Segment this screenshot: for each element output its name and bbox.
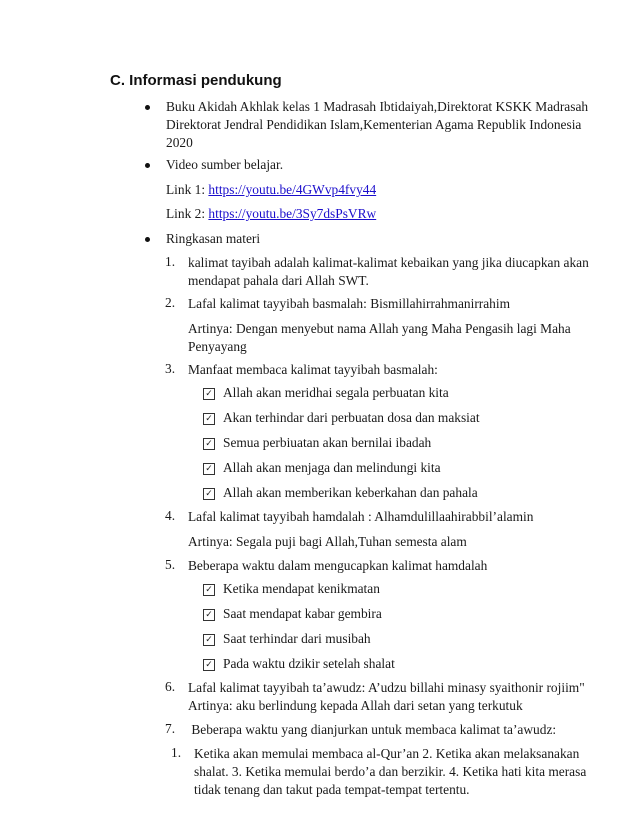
book-reference-line1: Buku Akidah Akhlak kelas 1 Madrasah Ibtidaiyah,Direktorat KSKK Madrasah [166, 99, 589, 114]
item2-line1: Lafal kalimat tayyibah basmalah: Bismillahirrahmanirrahim [188, 296, 511, 311]
checkbox-icon: ✓ [203, 609, 215, 621]
video-source-label: Video sumber belajar. [166, 157, 284, 172]
check-item: Allah akan menjaga dan melindungi kita [223, 460, 441, 475]
link2-label: Link 2: [166, 206, 209, 221]
item-number: 5. [165, 557, 176, 572]
item6-line2: Artinya: aku berlindung kepada Allah dari setan yang terkutuk [188, 698, 523, 713]
check-item: Allah akan meridhai segala perbuatan kita [223, 385, 449, 400]
subitem-line1: Ketika akan memulai membaca al-Qur’an 2. Ketika akan melaksanakan [194, 746, 580, 761]
check-item: Saat mendapat kabar gembira [223, 606, 382, 621]
check-item: Semua perbiuatan akan bernilai ibadah [223, 435, 432, 450]
item7-line1: Beberapa waktu yang dianjurkan untuk membaca kalimat ta’awudz: [188, 722, 557, 737]
link2-url[interactable]: https://youtu.be/3Sy7dsPsVRw [208, 206, 377, 221]
item-number: 2. [165, 295, 176, 310]
checkbox-icon: ✓ [203, 659, 215, 671]
item-number: 1. [165, 254, 176, 269]
subitem-line2: shalat. 3. Ketika memulai berdo’a dan berzikir. 4. Ketika hati kita merasa [194, 764, 587, 779]
section-heading: C. Informasi pendukung [110, 72, 282, 89]
item4-meaning: Artinya: Segala puji bagi Allah,Tuhan semesta alam [188, 534, 467, 549]
link1-label: Link 1: [166, 182, 209, 197]
checkbox-icon: ✓ [203, 388, 215, 400]
checkbox-icon: ✓ [203, 463, 215, 475]
check-item: Pada waktu dzikir setelah shalat [223, 656, 395, 671]
checkbox-icon: ✓ [203, 634, 215, 646]
summary-label: Ringkasan materi [166, 231, 261, 246]
item1-line2: mendapat pahala dari Allah SWT. [188, 273, 369, 288]
check-item: Akan terhindar dari perbuatan dosa dan maksiat [223, 410, 480, 425]
item4-line1: Lafal kalimat tayyibah hamdalah : Alhamdulillaahirabbil’alamin [188, 509, 534, 524]
item-number: 3. [165, 361, 176, 376]
check-item: Allah akan memberikan keberkahan dan pahala [223, 485, 478, 500]
item1-line1: kalimat tayibah adalah kalimat-kalimat kebaikan yang jika diucapkan akan [188, 255, 589, 270]
subitem-line3: tidak tenang dan takut pada tempat-tempat tertentu. [194, 782, 470, 797]
link1-row [166, 181, 376, 199]
subitem-number: 1. [171, 745, 182, 760]
item5-line1: Beberapa waktu dalam mengucapkan kalimat hamdalah [188, 558, 488, 573]
item6-line1: Lafal kalimat tayyibah ta’awudz: A’udzu billahi minasy syaithonir rojiim" [188, 680, 585, 695]
link1-url[interactable]: https://youtu.be/4GWvp4fvy44 [208, 182, 377, 197]
check-item: Saat terhindar dari musibah [223, 631, 371, 646]
item-number: 7. [165, 721, 176, 736]
checkbox-icon: ✓ [203, 488, 215, 500]
book-reference-line3: 2020 [166, 135, 193, 150]
item2-meaning-line1: Artinya: Dengan menyebut nama Allah yang Maha Pengasih lagi Maha [188, 321, 571, 336]
item2-meaning-line2: Penyayang [188, 339, 247, 354]
link2-row [166, 205, 376, 223]
item3-line1: Manfaat membaca kalimat tayyibah basmalah: [188, 362, 438, 377]
item-number: 4. [165, 508, 176, 523]
checkbox-icon: ✓ [203, 584, 215, 596]
checkbox-icon: ✓ [203, 413, 215, 425]
bullet-dot [145, 163, 150, 168]
checkbox-icon: ✓ [203, 438, 215, 450]
bullet-dot [145, 105, 150, 110]
item-number: 6. [165, 679, 176, 694]
check-item: Ketika mendapat kenikmatan [223, 581, 380, 596]
bullet-dot [145, 237, 150, 242]
book-reference-line2: Direktorat Jendral Pendidikan Islam,Kementerian Agama Republik Indonesia [166, 117, 582, 132]
